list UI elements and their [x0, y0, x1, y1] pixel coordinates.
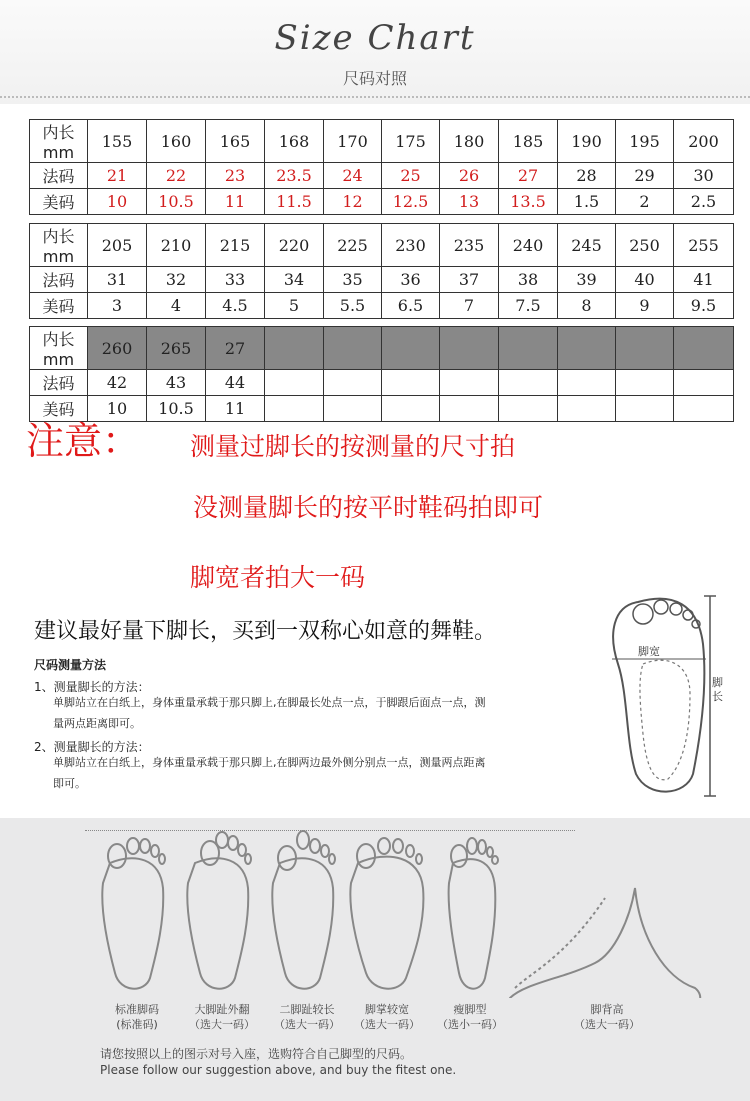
size-cell: 215 [206, 224, 265, 267]
size-cell: 27 [206, 327, 265, 370]
notice-title: 注意： [26, 419, 141, 463]
method-title: 尺码测量方法 [34, 658, 107, 672]
size-cell: 4.5 [206, 293, 265, 319]
foot-types-illustration [0, 818, 750, 998]
size-cell [558, 327, 616, 370]
row-label: 内长mm [30, 120, 88, 163]
size-cell [616, 370, 674, 396]
size-cell [616, 396, 674, 422]
size-cell: 2.5 [674, 189, 734, 215]
row-label: 法码 [30, 163, 88, 189]
size-row [30, 267, 734, 293]
foot-bunion-icon [187, 832, 251, 989]
size-cell: 34 [265, 267, 324, 293]
size-cell: 1.5 [558, 189, 616, 215]
size-cell [499, 327, 558, 370]
size-cell: 24 [324, 163, 382, 189]
size-cell: 168 [265, 120, 324, 163]
size-row [30, 189, 734, 215]
size-row [30, 327, 734, 370]
size-cell: 240 [499, 224, 558, 267]
size-cell [440, 396, 499, 422]
size-cell: 36 [382, 267, 440, 293]
size-cell: 10.5 [147, 396, 206, 422]
size-cell [440, 327, 499, 370]
size-cell: 235 [440, 224, 499, 267]
size-cell: 42 [88, 370, 147, 396]
step1-text: 单脚站立在白纸上，身体重量承载于那只脚上,在脚最长处点一点，于脚跟后面点一点，测量两点距离即可。 [53, 696, 486, 730]
size-cell: 12 [324, 189, 382, 215]
size-cell: 11 [206, 189, 265, 215]
notice-line-1: 测量过脚长的按测量的尺寸拍 [190, 432, 516, 461]
size-cell: 13.5 [499, 189, 558, 215]
foot-type-label-6: 脚背高 （选大一码） [574, 1003, 640, 1031]
size-cell: 23.5 [265, 163, 324, 189]
size-cell: 7 [440, 293, 499, 319]
size-cell: 245 [558, 224, 616, 267]
size-cell: 6.5 [382, 293, 440, 319]
size-cell: 190 [558, 120, 616, 163]
notice-line-2: 没测量脚长的按平时鞋码拍即可 [193, 493, 544, 522]
size-cell [324, 327, 382, 370]
foot-type-label-2: 大脚趾外翻 （选大一码） [189, 1003, 255, 1031]
length-label: 脚长 [712, 676, 723, 703]
size-cell: 43 [147, 370, 206, 396]
row-label: 内长mm [30, 224, 88, 267]
foot-standard-icon [102, 838, 165, 989]
size-cell: 155 [88, 120, 147, 163]
size-cell: 38 [499, 267, 558, 293]
size-cell: 170 [324, 120, 382, 163]
size-cell: 265 [147, 327, 206, 370]
size-cell: 31 [88, 267, 147, 293]
toe-2-icon [654, 600, 668, 614]
size-cell: 8 [558, 293, 616, 319]
size-cell [265, 370, 324, 396]
size-cell: 200 [674, 120, 734, 163]
size-cell: 35 [324, 267, 382, 293]
toe-4-icon [683, 610, 693, 620]
size-cell: 11.5 [265, 189, 324, 215]
step2-title: 2、测量脚长的方法： [34, 740, 150, 754]
row-label: 美码 [30, 396, 88, 422]
size-row [30, 163, 734, 189]
size-cell [324, 396, 382, 422]
notice-line-3: 脚宽者拍大一码 [190, 563, 366, 592]
size-cell: 230 [382, 224, 440, 267]
size-cell [382, 396, 440, 422]
size-cell: 195 [616, 120, 674, 163]
size-cell: 160 [147, 120, 206, 163]
size-cell: 41 [674, 267, 734, 293]
size-cell: 260 [88, 327, 147, 370]
foot-inner-dotted [640, 660, 690, 780]
size-cell: 25 [382, 163, 440, 189]
size-cell [558, 370, 616, 396]
size-cell: 23 [206, 163, 265, 189]
size-cell [674, 396, 734, 422]
size-cell: 30 [674, 163, 734, 189]
size-table-3 [29, 326, 734, 422]
size-cell [265, 327, 324, 370]
size-table-1 [29, 119, 734, 215]
size-cell: 13 [440, 189, 499, 215]
size-cell: 28 [558, 163, 616, 189]
size-row [30, 224, 734, 267]
size-cell: 10 [88, 189, 147, 215]
foot-wide-icon [350, 838, 423, 989]
footer-en: Please follow our suggestion above, and buy the fitest one. [100, 1063, 457, 1077]
header-divider [0, 96, 750, 98]
size-cell: 27 [499, 163, 558, 189]
size-cell: 40 [616, 267, 674, 293]
size-cell: 21 [88, 163, 147, 189]
foot-type-label-4: 脚掌较宽 （选大一码） [354, 1003, 420, 1031]
size-cell: 4 [147, 293, 206, 319]
size-cell [499, 370, 558, 396]
size-cell [324, 370, 382, 396]
size-cell: 5.5 [324, 293, 382, 319]
size-row [30, 293, 734, 319]
foot-narrow-icon [449, 838, 498, 989]
size-row [30, 370, 734, 396]
size-cell [616, 327, 674, 370]
row-label: 法码 [30, 370, 88, 396]
size-cell: 180 [440, 120, 499, 163]
size-cell: 10 [88, 396, 147, 422]
size-cell: 255 [674, 224, 734, 267]
size-cell: 185 [499, 120, 558, 163]
size-cell: 2 [616, 189, 674, 215]
size-cell [382, 327, 440, 370]
size-cell [674, 370, 734, 396]
size-cell: 11 [206, 396, 265, 422]
toe-big-icon [633, 604, 653, 624]
row-label: 美码 [30, 293, 88, 319]
row-label: 美码 [30, 189, 88, 215]
size-cell: 9.5 [674, 293, 734, 319]
size-cell: 32 [147, 267, 206, 293]
width-label: 脚宽 [638, 645, 660, 658]
step1-title: 1、测量脚长的方法： [34, 680, 150, 694]
size-cell: 5 [265, 293, 324, 319]
footer-cn: 请您按照以上的图示对号入座，选购符合自己脚型的尺码。 [100, 1047, 413, 1061]
size-cell: 33 [206, 267, 265, 293]
row-label: 法码 [30, 267, 88, 293]
size-cell [499, 396, 558, 422]
size-cell: 7.5 [499, 293, 558, 319]
size-cell: 37 [440, 267, 499, 293]
title-cn: 尺码对照 [342, 69, 407, 88]
size-cell: 26 [440, 163, 499, 189]
size-cell: 205 [88, 224, 147, 267]
advice-text: 建议最好量下脚长，买到一双称心如意的舞鞋。 [34, 619, 497, 644]
size-table-2 [29, 223, 734, 319]
foot-outline [613, 599, 704, 792]
foot-long-second-toe-icon [272, 831, 335, 989]
size-cell [382, 370, 440, 396]
row-label: 内长mm [30, 327, 88, 370]
size-cell [674, 327, 734, 370]
title-en: Size Chart [274, 18, 476, 58]
size-cell: 22 [147, 163, 206, 189]
size-cell: 165 [206, 120, 265, 163]
size-cell: 210 [147, 224, 206, 267]
size-cell: 29 [616, 163, 674, 189]
size-cell: 3 [88, 293, 147, 319]
size-cell: 10.5 [147, 189, 206, 215]
size-cell: 220 [265, 224, 324, 267]
size-cell: 39 [558, 267, 616, 293]
size-cell: 225 [324, 224, 382, 267]
size-row [30, 120, 734, 163]
size-cell [265, 396, 324, 422]
size-cell [440, 370, 499, 396]
toe-3-icon [670, 603, 682, 615]
size-cell [558, 396, 616, 422]
foot-high-instep-icon [509, 888, 700, 998]
size-cell: 250 [616, 224, 674, 267]
size-cell: 12.5 [382, 189, 440, 215]
step2-text: 单脚站立在白纸上，身体重量承载于那只脚上,在脚两边最外侧分别点一点，测量两点距离即可。 [53, 756, 486, 790]
size-cell: 175 [382, 120, 440, 163]
foot-type-label-5: 瘦脚型 （选小一码） [437, 1003, 503, 1031]
foot-type-label-1: 标准脚码 (标准码) [115, 1003, 159, 1031]
foot-type-label-3: 二脚趾较长 （选大一码） [274, 1003, 340, 1031]
size-cell: 9 [616, 293, 674, 319]
size-cell: 44 [206, 370, 265, 396]
